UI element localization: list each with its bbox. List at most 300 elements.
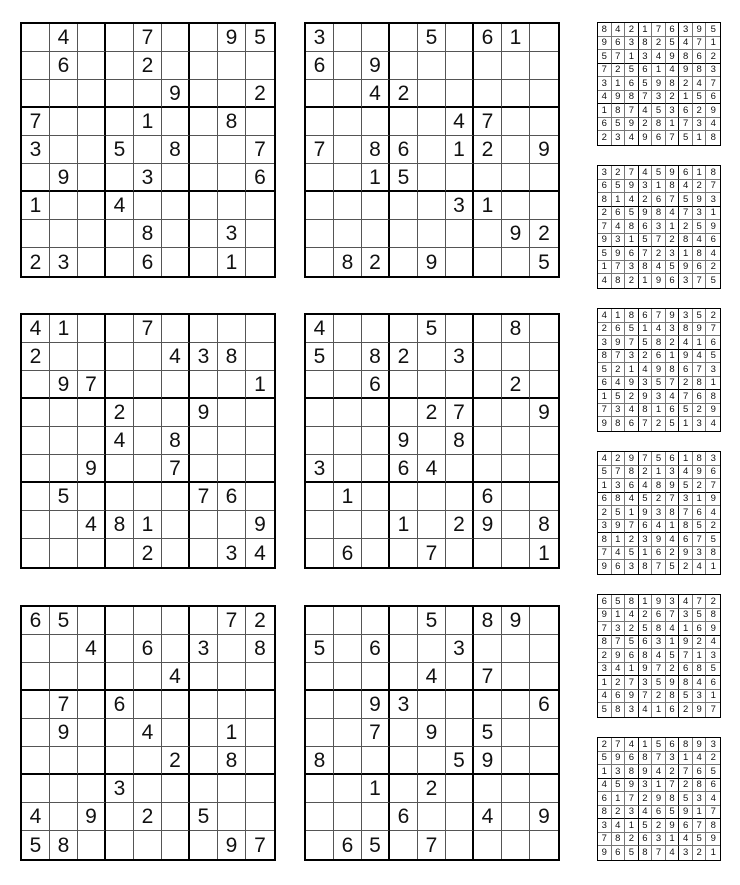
puzzle-cell[interactable] <box>306 108 334 136</box>
puzzle-cell[interactable]: 7 <box>22 108 50 136</box>
puzzle-cell[interactable]: 8 <box>218 108 246 136</box>
puzzle-cell[interactable]: 2 <box>246 607 274 635</box>
puzzle-cell[interactable] <box>134 427 162 455</box>
puzzle-cell[interactable] <box>334 775 362 803</box>
puzzle-cell[interactable] <box>390 24 418 52</box>
puzzle-cell[interactable] <box>418 80 446 108</box>
puzzle-cell[interactable] <box>190 719 218 747</box>
puzzle-cell[interactable]: 9 <box>78 455 106 483</box>
puzzle-cell[interactable] <box>390 663 418 691</box>
puzzle-cell[interactable]: 1 <box>502 24 530 52</box>
puzzle-cell[interactable] <box>362 511 390 539</box>
puzzle-cell[interactable]: 8 <box>334 248 362 276</box>
puzzle-cell[interactable] <box>418 635 446 663</box>
puzzle-cell[interactable] <box>502 80 530 108</box>
puzzle-cell[interactable]: 1 <box>474 192 502 220</box>
puzzle-cell[interactable] <box>50 663 78 691</box>
puzzle-cell[interactable]: 2 <box>446 511 474 539</box>
puzzle-cell[interactable]: 2 <box>362 248 390 276</box>
puzzle-cell[interactable] <box>190 691 218 719</box>
puzzle-cell[interactable] <box>502 831 530 859</box>
puzzle-cell[interactable] <box>162 399 190 427</box>
puzzle-cell[interactable] <box>418 691 446 719</box>
puzzle-cell[interactable]: 3 <box>446 343 474 371</box>
puzzle-cell[interactable] <box>106 831 134 859</box>
puzzle-cell[interactable] <box>390 483 418 511</box>
puzzle-cell[interactable] <box>78 164 106 192</box>
puzzle-cell[interactable]: 9 <box>50 371 78 399</box>
puzzle-cell[interactable]: 3 <box>134 164 162 192</box>
puzzle-cell[interactable] <box>530 52 558 80</box>
puzzle-cell[interactable] <box>106 803 134 831</box>
puzzle-cell[interactable] <box>446 663 474 691</box>
puzzle-cell[interactable] <box>106 52 134 80</box>
puzzle-cell[interactable] <box>502 803 530 831</box>
puzzle-cell[interactable] <box>246 663 274 691</box>
puzzle-cell[interactable]: 2 <box>22 343 50 371</box>
puzzle-cell[interactable]: 8 <box>446 427 474 455</box>
puzzle-cell[interactable] <box>50 511 78 539</box>
puzzle-cell[interactable]: 2 <box>530 220 558 248</box>
puzzle-cell[interactable] <box>418 343 446 371</box>
puzzle-cell[interactable]: 3 <box>446 192 474 220</box>
puzzle-cell[interactable]: 5 <box>362 831 390 859</box>
puzzle-cell[interactable] <box>218 315 246 343</box>
puzzle-cell[interactable]: 6 <box>134 248 162 276</box>
puzzle-cell[interactable]: 1 <box>22 192 50 220</box>
puzzle-cell[interactable]: 8 <box>530 511 558 539</box>
puzzle-cell[interactable]: 5 <box>106 136 134 164</box>
puzzle-cell[interactable] <box>246 427 274 455</box>
puzzle-cell[interactable] <box>190 108 218 136</box>
puzzle-cell[interactable]: 5 <box>22 831 50 859</box>
puzzle-cell[interactable]: 8 <box>362 343 390 371</box>
puzzle-cell[interactable] <box>418 192 446 220</box>
puzzle-cell[interactable] <box>530 192 558 220</box>
puzzle-cell[interactable]: 5 <box>390 164 418 192</box>
puzzle-cell[interactable] <box>362 455 390 483</box>
puzzle-cell[interactable] <box>306 399 334 427</box>
puzzle-cell[interactable] <box>246 108 274 136</box>
puzzle-cell[interactable] <box>530 80 558 108</box>
puzzle-cell[interactable]: 8 <box>246 635 274 663</box>
puzzle-cell[interactable]: 4 <box>78 511 106 539</box>
puzzle-cell[interactable] <box>474 399 502 427</box>
puzzle-cell[interactable] <box>502 747 530 775</box>
puzzle-cell[interactable] <box>22 427 50 455</box>
puzzle-cell[interactable] <box>78 315 106 343</box>
puzzle-cell[interactable]: 9 <box>190 399 218 427</box>
puzzle-cell[interactable] <box>246 52 274 80</box>
puzzle-cell[interactable] <box>530 635 558 663</box>
puzzle-cell[interactable] <box>390 220 418 248</box>
puzzle-cell[interactable] <box>78 427 106 455</box>
puzzle-cell[interactable] <box>502 399 530 427</box>
puzzle-cell[interactable]: 6 <box>474 24 502 52</box>
puzzle-cell[interactable] <box>306 483 334 511</box>
puzzle-cell[interactable] <box>218 136 246 164</box>
puzzle-cell[interactable] <box>134 483 162 511</box>
puzzle-cell[interactable] <box>502 511 530 539</box>
puzzle-cell[interactable]: 6 <box>390 803 418 831</box>
puzzle-cell[interactable]: 2 <box>162 747 190 775</box>
puzzle-cell[interactable]: 7 <box>418 831 446 859</box>
puzzle-cell[interactable] <box>530 775 558 803</box>
puzzle-cell[interactable]: 3 <box>306 24 334 52</box>
puzzle-cell[interactable] <box>446 539 474 567</box>
puzzle-cell[interactable] <box>134 80 162 108</box>
puzzle-cell[interactable] <box>390 371 418 399</box>
puzzle-cell[interactable]: 1 <box>134 511 162 539</box>
puzzle-cell[interactable]: 4 <box>50 24 78 52</box>
puzzle-cell[interactable] <box>246 343 274 371</box>
puzzle-cell[interactable] <box>78 399 106 427</box>
puzzle-cell[interactable]: 8 <box>218 747 246 775</box>
puzzle-cell[interactable] <box>106 663 134 691</box>
puzzle-cell[interactable] <box>418 511 446 539</box>
sudoku-puzzle-6[interactable] <box>304 605 560 861</box>
puzzle-cell[interactable]: 2 <box>134 52 162 80</box>
puzzle-cell[interactable] <box>390 248 418 276</box>
puzzle-cell[interactable] <box>162 803 190 831</box>
puzzle-cell[interactable] <box>362 315 390 343</box>
puzzle-cell[interactable] <box>218 663 246 691</box>
puzzle-cell[interactable]: 7 <box>78 371 106 399</box>
puzzle-cell[interactable] <box>78 691 106 719</box>
puzzle-cell[interactable]: 7 <box>134 24 162 52</box>
puzzle-cell[interactable] <box>306 691 334 719</box>
puzzle-cell[interactable]: 4 <box>306 315 334 343</box>
puzzle-cell[interactable] <box>78 775 106 803</box>
puzzle-cell[interactable]: 2 <box>474 136 502 164</box>
puzzle-cell[interactable] <box>246 803 274 831</box>
puzzle-cell[interactable] <box>530 24 558 52</box>
puzzle-cell[interactable] <box>246 719 274 747</box>
puzzle-cell[interactable] <box>162 164 190 192</box>
puzzle-cell[interactable] <box>362 192 390 220</box>
puzzle-cell[interactable] <box>474 455 502 483</box>
puzzle-cell[interactable] <box>78 607 106 635</box>
puzzle-cell[interactable] <box>246 248 274 276</box>
puzzle-cell[interactable] <box>334 399 362 427</box>
puzzle-cell[interactable] <box>134 371 162 399</box>
puzzle-cell[interactable] <box>334 803 362 831</box>
puzzle-cell[interactable]: 6 <box>390 455 418 483</box>
puzzle-cell[interactable] <box>78 52 106 80</box>
puzzle-cell[interactable] <box>502 663 530 691</box>
sudoku-puzzle-2[interactable] <box>304 22 560 278</box>
puzzle-cell[interactable]: 4 <box>362 80 390 108</box>
puzzle-cell[interactable] <box>530 663 558 691</box>
puzzle-cell[interactable]: 4 <box>106 192 134 220</box>
puzzle-cell[interactable] <box>446 455 474 483</box>
puzzle-cell[interactable] <box>306 220 334 248</box>
puzzle-cell[interactable] <box>106 719 134 747</box>
puzzle-cell[interactable] <box>530 427 558 455</box>
puzzle-cell[interactable] <box>78 80 106 108</box>
puzzle-cell[interactable]: 5 <box>446 747 474 775</box>
puzzle-cell[interactable] <box>474 371 502 399</box>
puzzle-cell[interactable] <box>50 136 78 164</box>
puzzle-cell[interactable] <box>106 108 134 136</box>
puzzle-cell[interactable] <box>390 399 418 427</box>
puzzle-cell[interactable] <box>390 635 418 663</box>
puzzle-cell[interactable]: 9 <box>362 691 390 719</box>
puzzle-cell[interactable] <box>474 220 502 248</box>
puzzle-cell[interactable] <box>190 80 218 108</box>
puzzle-cell[interactable]: 1 <box>362 775 390 803</box>
puzzle-cell[interactable]: 1 <box>390 511 418 539</box>
sudoku-puzzle-1[interactable] <box>20 22 276 278</box>
puzzle-cell[interactable] <box>334 192 362 220</box>
puzzle-cell[interactable] <box>246 315 274 343</box>
puzzle-cell[interactable] <box>22 539 50 567</box>
puzzle-cell[interactable] <box>446 803 474 831</box>
puzzle-cell[interactable] <box>390 315 418 343</box>
puzzle-cell[interactable]: 2 <box>390 343 418 371</box>
puzzle-cell[interactable] <box>78 539 106 567</box>
puzzle-cell[interactable] <box>22 691 50 719</box>
puzzle-cell[interactable] <box>530 108 558 136</box>
puzzle-cell[interactable] <box>334 747 362 775</box>
puzzle-cell[interactable] <box>78 719 106 747</box>
puzzle-cell[interactable] <box>334 24 362 52</box>
puzzle-cell[interactable]: 9 <box>50 164 78 192</box>
puzzle-cell[interactable] <box>50 220 78 248</box>
puzzle-cell[interactable]: 2 <box>418 399 446 427</box>
puzzle-cell[interactable]: 6 <box>474 483 502 511</box>
puzzle-cell[interactable] <box>390 539 418 567</box>
puzzle-cell[interactable]: 2 <box>246 80 274 108</box>
puzzle-cell[interactable]: 5 <box>538 250 550 274</box>
puzzle-cell[interactable] <box>502 691 530 719</box>
puzzle-cell[interactable] <box>134 136 162 164</box>
puzzle-cell[interactable]: 5 <box>190 803 218 831</box>
puzzle-cell[interactable] <box>190 511 218 539</box>
puzzle-cell[interactable] <box>162 108 190 136</box>
puzzle-cell[interactable]: 4 <box>162 663 190 691</box>
puzzle-cell[interactable] <box>218 80 246 108</box>
puzzle-cell[interactable] <box>190 539 218 567</box>
puzzle-cell[interactable] <box>190 663 218 691</box>
puzzle-cell[interactable] <box>362 427 390 455</box>
puzzle-cell[interactable]: 8 <box>474 607 502 635</box>
puzzle-cell[interactable] <box>530 455 558 483</box>
puzzle-cell[interactable] <box>334 343 362 371</box>
puzzle-cell[interactable] <box>78 136 106 164</box>
puzzle-cell[interactable] <box>502 343 530 371</box>
puzzle-cell[interactable]: 6 <box>306 52 334 80</box>
puzzle-cell[interactable]: 1 <box>134 108 162 136</box>
puzzle-cell[interactable]: 5 <box>50 607 78 635</box>
puzzle-cell[interactable] <box>446 220 474 248</box>
puzzle-cell[interactable] <box>474 343 502 371</box>
puzzle-cell[interactable]: 6 <box>362 635 390 663</box>
puzzle-cell[interactable] <box>162 315 190 343</box>
puzzle-cell[interactable] <box>134 691 162 719</box>
puzzle-cell[interactable]: 4 <box>474 803 502 831</box>
puzzle-cell[interactable] <box>334 635 362 663</box>
puzzle-cell[interactable] <box>50 635 78 663</box>
puzzle-cell[interactable] <box>530 747 558 775</box>
puzzle-cell[interactable]: 6 <box>50 52 78 80</box>
puzzle-cell[interactable] <box>246 399 274 427</box>
puzzle-cell[interactable] <box>134 831 162 859</box>
puzzle-cell[interactable]: 1 <box>50 315 78 343</box>
puzzle-cell[interactable]: 2 <box>134 803 162 831</box>
puzzle-cell[interactable] <box>78 220 106 248</box>
sudoku-puzzle-4[interactable] <box>304 313 560 569</box>
puzzle-cell[interactable] <box>78 108 106 136</box>
puzzle-cell[interactable] <box>190 371 218 399</box>
puzzle-cell[interactable] <box>134 399 162 427</box>
puzzle-cell[interactable] <box>162 691 190 719</box>
puzzle-cell[interactable] <box>134 455 162 483</box>
puzzle-cell[interactable]: 8 <box>50 831 78 859</box>
puzzle-cell[interactable] <box>446 248 474 276</box>
puzzle-cell[interactable]: 4 <box>134 719 162 747</box>
puzzle-cell[interactable] <box>502 775 530 803</box>
puzzle-cell[interactable] <box>334 691 362 719</box>
puzzle-cell[interactable] <box>22 775 50 803</box>
puzzle-cell[interactable]: 7 <box>134 315 162 343</box>
puzzle-cell[interactable] <box>530 719 558 747</box>
puzzle-cell[interactable] <box>106 24 134 52</box>
puzzle-cell[interactable] <box>334 371 362 399</box>
puzzle-cell[interactable] <box>446 691 474 719</box>
puzzle-cell[interactable] <box>162 483 190 511</box>
puzzle-cell[interactable] <box>50 343 78 371</box>
puzzle-cell[interactable] <box>22 719 50 747</box>
puzzle-cell[interactable]: 7 <box>306 136 334 164</box>
puzzle-cell[interactable] <box>50 775 78 803</box>
puzzle-cell[interactable] <box>22 52 50 80</box>
puzzle-cell[interactable]: 7 <box>50 691 78 719</box>
puzzle-cell[interactable]: 9 <box>418 248 446 276</box>
puzzle-cell[interactable]: 7 <box>446 399 474 427</box>
puzzle-cell[interactable]: 9 <box>218 831 246 859</box>
puzzle-cell[interactable] <box>418 52 446 80</box>
puzzle-cell[interactable] <box>306 164 334 192</box>
puzzle-cell[interactable] <box>362 747 390 775</box>
puzzle-cell[interactable] <box>502 427 530 455</box>
puzzle-cell[interactable]: 8 <box>218 343 246 371</box>
puzzle-cell[interactable] <box>22 455 50 483</box>
puzzle-cell[interactable] <box>306 539 334 567</box>
puzzle-cell[interactable]: 9 <box>162 80 190 108</box>
puzzle-cell[interactable] <box>162 192 190 220</box>
puzzle-cell[interactable]: 6 <box>134 635 162 663</box>
puzzle-cell[interactable] <box>22 663 50 691</box>
puzzle-cell[interactable]: 1 <box>362 164 390 192</box>
puzzle-cell[interactable]: 9 <box>418 719 446 747</box>
puzzle-cell[interactable] <box>474 775 502 803</box>
puzzle-cell[interactable] <box>306 775 334 803</box>
puzzle-cell[interactable]: 2 <box>134 539 162 567</box>
puzzle-cell[interactable] <box>474 831 502 859</box>
puzzle-cell[interactable] <box>190 747 218 775</box>
puzzle-cell[interactable] <box>162 248 190 276</box>
puzzle-cell[interactable] <box>418 371 446 399</box>
puzzle-cell[interactable]: 6 <box>218 483 246 511</box>
puzzle-cell[interactable]: 8 <box>362 136 390 164</box>
puzzle-cell[interactable]: 9 <box>390 427 418 455</box>
puzzle-cell[interactable] <box>362 607 390 635</box>
puzzle-cell[interactable] <box>334 427 362 455</box>
puzzle-cell[interactable] <box>502 164 530 192</box>
puzzle-cell[interactable] <box>362 803 390 831</box>
puzzle-cell[interactable] <box>474 539 502 567</box>
puzzle-cell[interactable]: 9 <box>474 511 502 539</box>
puzzle-cell[interactable] <box>190 52 218 80</box>
puzzle-cell[interactable] <box>390 775 418 803</box>
puzzle-cell[interactable] <box>22 635 50 663</box>
puzzle-cell[interactable] <box>502 248 530 276</box>
puzzle-cell[interactable]: 3 <box>446 635 474 663</box>
puzzle-cell[interactable]: 4 <box>418 663 446 691</box>
puzzle-cell[interactable] <box>390 747 418 775</box>
puzzle-cell[interactable] <box>50 427 78 455</box>
puzzle-cell[interactable] <box>106 539 134 567</box>
puzzle-cell[interactable] <box>218 427 246 455</box>
puzzle-cell[interactable] <box>106 747 134 775</box>
puzzle-cell[interactable] <box>106 635 134 663</box>
puzzle-cell[interactable] <box>390 52 418 80</box>
puzzle-cell[interactable] <box>334 136 362 164</box>
puzzle-cell[interactable]: 7 <box>218 607 246 635</box>
puzzle-cell[interactable]: 6 <box>530 691 558 719</box>
puzzle-cell[interactable]: 1 <box>246 371 274 399</box>
puzzle-cell[interactable] <box>362 220 390 248</box>
puzzle-cell[interactable] <box>418 427 446 455</box>
puzzle-cell[interactable] <box>246 775 274 803</box>
puzzle-cell[interactable]: 3 <box>218 220 246 248</box>
puzzle-cell[interactable] <box>362 663 390 691</box>
puzzle-cell[interactable]: 9 <box>218 24 246 52</box>
puzzle-cell[interactable]: 2 <box>106 399 134 427</box>
puzzle-cell[interactable] <box>246 192 274 220</box>
puzzle-cell[interactable] <box>418 108 446 136</box>
puzzle-cell[interactable]: 9 <box>246 511 274 539</box>
puzzle-cell[interactable] <box>190 24 218 52</box>
puzzle-cell[interactable]: 3 <box>390 691 418 719</box>
puzzle-cell[interactable] <box>334 52 362 80</box>
puzzle-cell[interactable]: 5 <box>246 24 274 52</box>
puzzle-cell[interactable] <box>22 747 50 775</box>
puzzle-cell[interactable] <box>306 248 334 276</box>
puzzle-cell[interactable] <box>218 455 246 483</box>
puzzle-cell[interactable] <box>106 607 134 635</box>
puzzle-cell[interactable] <box>162 511 190 539</box>
puzzle-cell[interactable] <box>78 831 106 859</box>
puzzle-cell[interactable] <box>190 775 218 803</box>
puzzle-cell[interactable] <box>78 747 106 775</box>
puzzle-cell[interactable] <box>418 483 446 511</box>
puzzle-cell[interactable] <box>134 775 162 803</box>
puzzle-cell[interactable] <box>162 220 190 248</box>
puzzle-cell[interactable]: 7 <box>474 108 502 136</box>
puzzle-cell[interactable] <box>134 663 162 691</box>
puzzle-cell[interactable] <box>446 483 474 511</box>
puzzle-cell[interactable]: 9 <box>502 220 530 248</box>
puzzle-cell[interactable]: 2 <box>502 371 530 399</box>
sudoku-puzzle-3[interactable] <box>20 313 276 569</box>
puzzle-cell[interactable] <box>362 24 390 52</box>
puzzle-cell[interactable] <box>418 747 446 775</box>
puzzle-cell[interactable] <box>246 483 274 511</box>
puzzle-cell[interactable]: 1 <box>334 483 362 511</box>
puzzle-cell[interactable] <box>78 248 106 276</box>
